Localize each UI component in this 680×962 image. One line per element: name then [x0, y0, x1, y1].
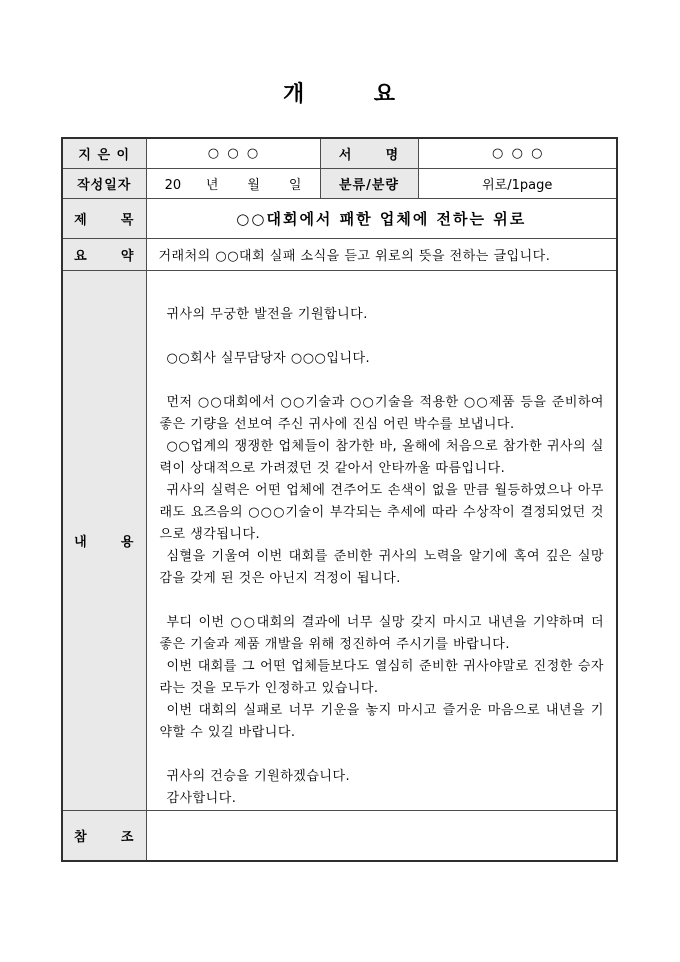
- overview-table: [61, 137, 618, 862]
- title-label: 제 목: [62, 198, 146, 238]
- page-title: 개 요: [282, 82, 398, 107]
- content-paragraph: 귀사의 무궁한 발전을 기원합니다.: [166, 306, 368, 322]
- book-title-label: 서 명: [320, 138, 418, 168]
- content-paragraph: 귀사의 실력은 어떤 업체에 견주어도 손색이 없을 만큼 월등하였으나 아무래도 요즈음의 ○○○기술이 부각되는 추세에 따라 수상작이 결정되었던 것으로 생각됩니다.: [159, 482, 604, 542]
- author-value: ○ ○ ○: [146, 138, 320, 168]
- reference-label: 참 조: [62, 810, 146, 861]
- content-paragraph: 이번 대회의 실패로 너무 기운을 놓지 마시고 즐거운 마음으로 내년을 기약할 수 있길 바랍니다.: [159, 702, 604, 740]
- row-date-category: [62, 168, 617, 198]
- date-value: 20 년 월 일: [146, 168, 320, 198]
- content-body: [146, 270, 617, 810]
- row-content: [62, 270, 617, 810]
- summary-value: 거래처의 ○○대회 실패 소식을 듣고 위로의 뜻을 전하는 글입니다.: [146, 238, 617, 270]
- author-label: 지 은 이: [62, 138, 146, 168]
- content-label: 내 용: [62, 270, 146, 810]
- row-summary: [62, 238, 617, 270]
- date-label: 작성일자: [62, 168, 146, 198]
- content-paragraph: 감사합니다.: [166, 790, 237, 806]
- content-paragraph: 부디 이번 ○○대회의 결과에 너무 실망 갖지 마시고 내년을 기약하며 더 좋은 기술과 제품 개발을 위해 정진하여 주시기를 바랍니다.: [159, 614, 604, 652]
- reference-value: [146, 810, 617, 861]
- title-value: ○○대회에서 패한 업체에 전하는 위로: [146, 198, 617, 238]
- row-author-book: [62, 138, 617, 168]
- category-label: 분류/분량: [320, 168, 418, 198]
- content-paragraph: 귀사의 건승을 기원하겠습니다.: [166, 768, 351, 784]
- summary-label: 요 약: [62, 238, 146, 270]
- content-paragraph: 심혈을 기울여 이번 대회를 준비한 귀사의 노력을 알기에 혹여 깊은 실망감을 갖게 된 것은 아닌지 걱정이 됩니다.: [159, 548, 604, 586]
- row-reference: [62, 810, 617, 861]
- row-title: [62, 198, 617, 238]
- content-paragraph: 먼저 ○○대회에서 ○○기술과 ○○기술을 적용한 ○○제품 등을 준비하여 좋은 기량을 선보여 주신 귀사에 진심 어린 박수를 보냅니다.: [159, 394, 604, 432]
- content-paragraph: 이번 대회를 그 어떤 업체들보다도 열심히 준비한 귀사야말로 진정한 승자라는 것을 모두가 인정하고 있습니다.: [159, 658, 604, 696]
- content-paragraph: ○○회사 실무담당자 ○○○입니다.: [166, 350, 371, 366]
- category-value: 위로/1page: [418, 168, 617, 198]
- book-title-value: ○ ○ ○: [418, 138, 617, 168]
- content-paragraph: ○○업계의 쟁쟁한 업체들이 참가한 바, 올해에 처음으로 참가한 귀사의 실력이 상대적으로 가려졌던 것 같아서 안타까울 따름입니다.: [159, 438, 604, 476]
